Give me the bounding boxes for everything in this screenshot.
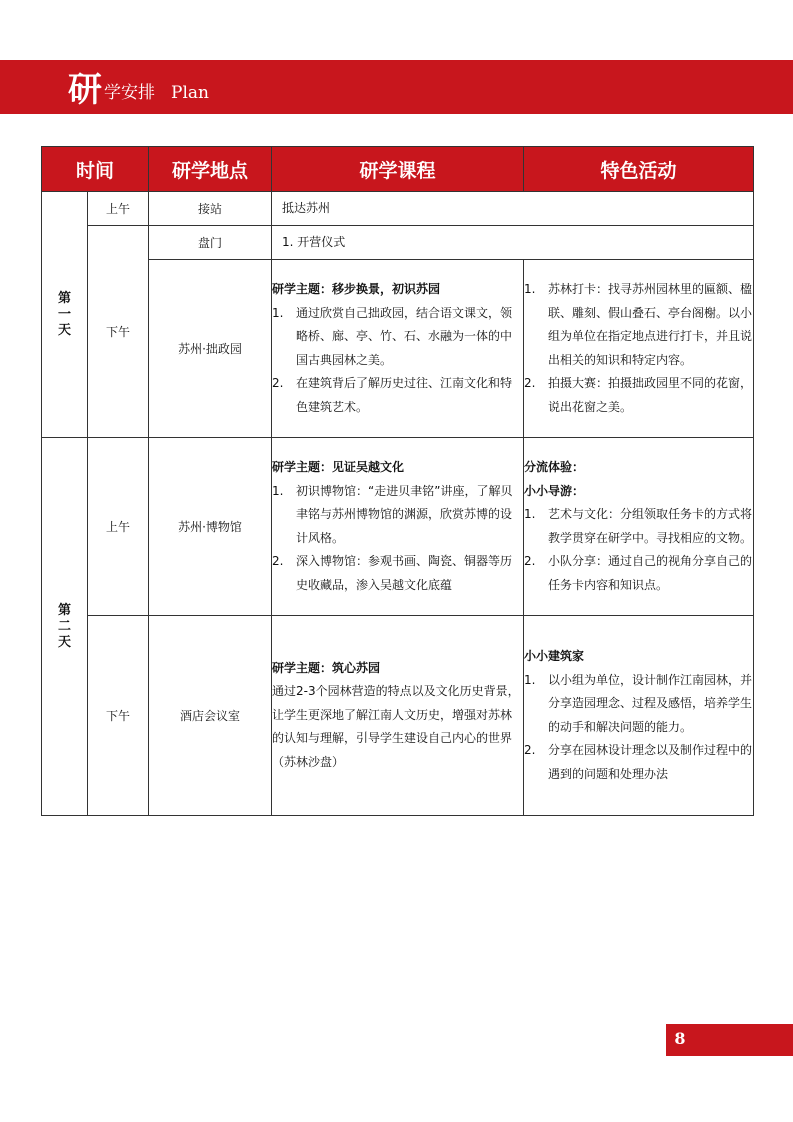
activity-list [524, 278, 753, 419]
activity-subtheme: 小小导游： [524, 483, 585, 498]
course-theme: 研学主题：移步换景，初识苏园 [272, 282, 441, 296]
period-cell: 下午 [88, 616, 149, 816]
course-cell [272, 438, 524, 616]
header-time: 时间 [42, 147, 149, 192]
period-cell: 下午 [88, 226, 149, 438]
activity-cell [524, 616, 754, 816]
day2-label: 第 二 天 [42, 438, 88, 816]
list-item: 2. 深入博物馆：参观书画、陶瓷、铜器等历史收藏品，渗入吴越文化底蕴 [272, 554, 513, 592]
table-row [42, 192, 754, 226]
schedule-table [41, 146, 754, 816]
list-item: 1. 通过欣赏自己拙政园，结合语文课文，领略桥、廊、亭、竹、石、水融为一体的中国古典园林之美。 [272, 305, 513, 367]
place-cell: 苏州·博物馆 [149, 438, 272, 616]
place-cell: 盘门 [149, 226, 272, 260]
title-english: Plan [171, 83, 209, 103]
title-big-char: 研 [68, 70, 102, 110]
title-rest: 学安排 [104, 83, 155, 103]
table-row [42, 260, 754, 438]
header-course: 研学课程 [272, 147, 524, 192]
activity-theme: 分流体验： [524, 460, 585, 474]
list-item: 2. 在建筑背后了解历史过往、江南文化和特色建筑艺术。 [272, 376, 513, 414]
table-row [42, 226, 754, 260]
course-cell [272, 616, 524, 816]
course-cell: 抵达苏州 [272, 192, 754, 226]
course-theme: 研学主题：筑心苏园 [272, 660, 381, 675]
activity-cell [524, 260, 754, 438]
day1-label: 第 一 天 [42, 192, 88, 438]
activity-list [524, 503, 753, 597]
table-row [42, 438, 754, 616]
place-cell: 酒店会议室 [149, 616, 272, 816]
header-activity: 特色活动 [524, 147, 754, 192]
activity-list [524, 669, 753, 787]
header-row [42, 147, 754, 192]
header-place: 研学地点 [149, 147, 272, 192]
page-number: 8 [674, 1029, 686, 1048]
course-text: 通过2-3个园林营造的特点以及文化历史背景，让学生更深地了解江南人文历史，增强对苏林的认知与理解，引导学生建设自己内心的世界（苏林沙盘） [272, 684, 520, 769]
list-item: 1. 艺术与文化：分组领取任务卡的方式将教学贯穿在研学中。寻找相应的文物。 [524, 507, 753, 545]
course-cell: 1. 开营仪式 [272, 226, 754, 260]
place-cell: 接站 [149, 192, 272, 226]
list-item: 1. 苏林打卡：找寻苏州园林里的匾额、楹联、雕刻、假山叠石、亭台阁榭。以小组为单位在指定地点进行打卡，并且说出相关的知识和特定内容。 [524, 282, 753, 367]
list-item: 2. 小队分享：通过自己的视角分享自己的任务卡内容和知识点。 [524, 554, 753, 592]
course-list [272, 302, 523, 420]
activity-cell [524, 438, 754, 616]
period-cell: 上午 [88, 192, 149, 226]
place-cell: 苏州·拙政园 [149, 260, 272, 438]
list-item: 1. 初识博物馆：“走进贝聿铭”讲座，了解贝聿铭与苏州博物馆的渊源，欣赏苏博的设计风格。 [272, 483, 513, 545]
list-item: 2. 分享在园林设计理念以及制作过程中的遇到的问题和处理办法 [524, 743, 753, 781]
list-item: 2. 拍摄大赛：拍摄拙政园里不同的花窗，说出花窗之美。 [524, 376, 753, 414]
course-theme: 研学主题：见证吴越文化 [272, 460, 405, 474]
period-cell: 上午 [88, 438, 149, 616]
activity-theme: 小小建筑家 [524, 649, 585, 663]
table-row [42, 616, 754, 816]
page-number-box [666, 1024, 793, 1056]
page-title [68, 66, 209, 110]
list-item: 1. 以小组为单位，设计制作江南园林，并分享造园理念、过程及感悟，培养学生的动手和解决问题的能力。 [524, 672, 753, 734]
course-cell [272, 260, 524, 438]
course-list [272, 480, 523, 598]
